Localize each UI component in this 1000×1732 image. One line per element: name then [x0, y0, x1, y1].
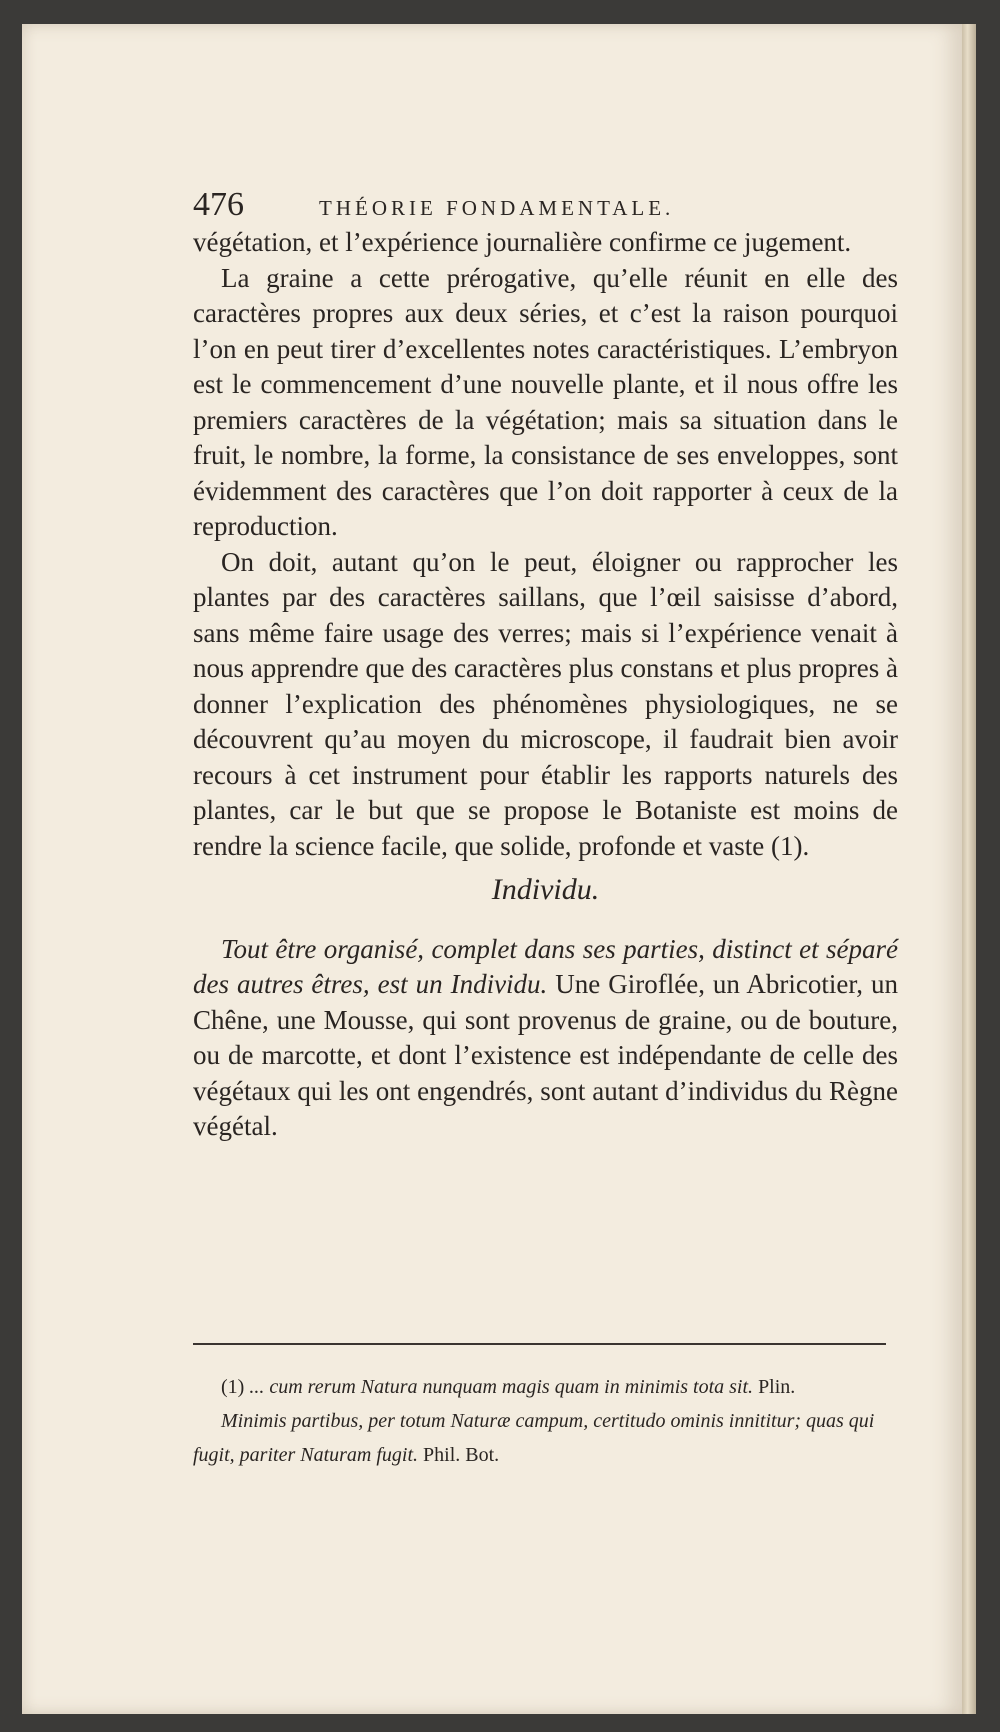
definition-italic: Tout être organisé, complet dans ses parties, distinct et séparé des autres êtres, est un Individu. [193, 933, 898, 999]
paragraph-4-rest: Une Giroflée, un Abricotier, un Chêne, une Mousse, qui sont provenus de graine, ou de bouture, ou de marcotte, et dont l’existence est indépendante de celle des végétaux qui les ont engendrés, sont autant d’individus du Règne végétal. [193, 969, 898, 1141]
footnote-quote-1: ... cum rerum Natura nunquam magis quam in minimis tota sit. [249, 1376, 754, 1398]
page-number: 476 [193, 186, 244, 223]
footnote-line-2 [193, 1404, 893, 1472]
page-edge [962, 24, 976, 1714]
section-heading: Individu. [491, 873, 600, 906]
text-block [193, 185, 898, 1145]
paragraph-2: La graine a cette prérogative, qu’elle réunit en elle des caractères propres aux deux séries, et c’est la raison pourquoi l’on en peut tirer d’excellentes notes caractéristiques. L’embryon est le commencement d’une nouvelle plante, et il nous offre les premiers caractères de la végétation; mais sa situation dans le fruit, le nombre, la forme, la consistance de ses enveloppes, sont évidemment des caractères que l’on doit rapporter à ceux de la reproduction. [193, 262, 898, 541]
footnote-rule [193, 1343, 886, 1345]
paragraph-1: végétation, et l’expérience journalière confirme ce jugement. [193, 227, 852, 257]
running-title: THÉORIE FONDAMENTALE. [319, 196, 675, 220]
paragraph-3: On doit, autant qu’on le peut, éloigner ou rapprocher les plantes par des caractères saillans, que l’œil saisisse d’abord, sans même faire usage des verres; mais si l’expérience venait à nous apprendre que des caractères plus constans et plus propres à donner l’explication des phénomènes physiologiques, ne se découvrent qu’au moyen du microscope, il faudrait bien avoir recours à cet instrument pour établir les rapports naturels des plantes, car le but que se propose le Botaniste est moins de rendre la science facile, que solide, profonde et vaste (1). [193, 546, 898, 861]
footnote-source-2: Phil. Bot. [418, 1444, 500, 1466]
footnote-quote-2: Minimis partibus, per totum Naturæ campum, certitudo ominis innititur; quas qui fugit, pariter Naturam fugit. [193, 1410, 875, 1466]
running-head [193, 185, 898, 225]
footnote-line-1 [193, 1370, 893, 1404]
footnote-source-1: Plin. [753, 1376, 796, 1398]
footnote [193, 1370, 893, 1472]
paragraph-4 [193, 932, 898, 1145]
footnote-mark: (1) [221, 1376, 245, 1398]
